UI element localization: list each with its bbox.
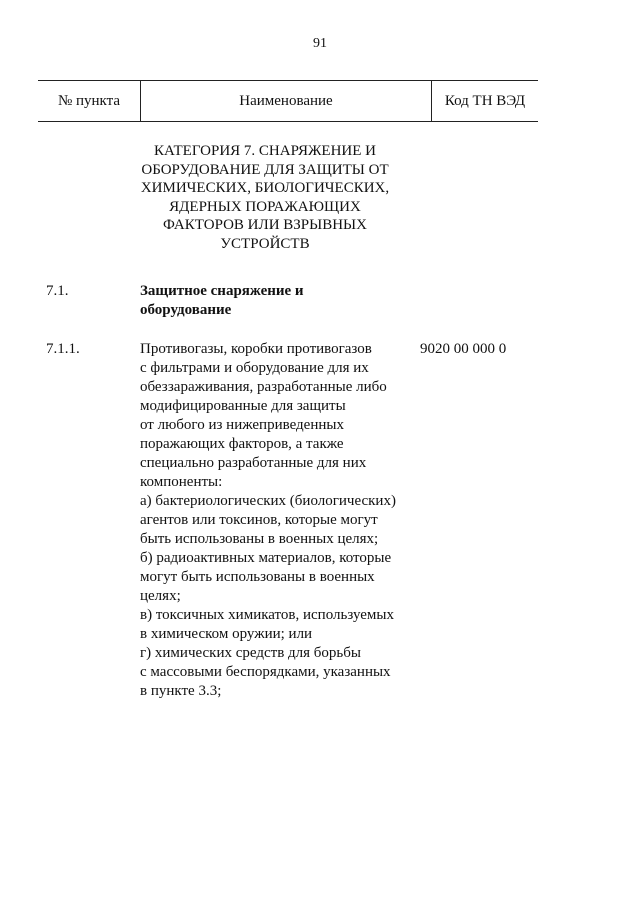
item-name-line: от любого из нижеприведенных <box>140 417 344 433</box>
item-name-line: а) бактериологических (биологических) <box>140 493 396 509</box>
item-name-line: Защитное снаряжение и <box>140 283 304 299</box>
item-name-line: компоненты: <box>140 474 223 490</box>
item-name-line: целях; <box>140 588 181 604</box>
column-header-code: Код ТН ВЭД <box>444 92 526 109</box>
item-code: 9020 00 000 0 <box>420 341 507 357</box>
page-number: 91 <box>313 36 327 51</box>
item-name-line: г) химических средств для борьбы <box>140 645 361 661</box>
category-title-line: ЯДЕРНЫХ ПОРАЖАЮЩИХ <box>169 198 361 215</box>
category-title-line: ФАКТОРОВ ИЛИ ВЗРЫВНЫХ <box>163 217 367 233</box>
item-number: 7.1. <box>46 283 69 299</box>
category-title-line: ОБОРУДОВАНИЕ ДЛЯ ЗАЩИТЫ ОТ <box>141 161 389 178</box>
category-title <box>110 142 420 253</box>
item-name <box>140 340 415 701</box>
item-name-line: обеззараживания, разработанные либо <box>140 379 387 395</box>
item-name-line: специально разработанные для них <box>140 455 367 471</box>
item-name <box>140 282 415 320</box>
item-name-line: быть использованы в военных целях; <box>140 531 379 547</box>
item-name-line: в химическом оружии; или <box>140 626 313 642</box>
item-name-line: агентов или токсинов, которые могут <box>140 512 378 528</box>
item-name-line: могут быть использованы в военных <box>140 569 375 585</box>
table-header <box>38 80 538 122</box>
item-name-line: в) токсичных химикатов, используемых <box>140 607 394 623</box>
item-number: 7.1.1. <box>46 341 80 357</box>
column-header-item-number: № пункта <box>38 81 141 121</box>
item-name-line: Противогазы, коробки противогазов <box>140 341 372 357</box>
item-name-line: б) радиоактивных материалов, которые <box>140 550 392 566</box>
item-name-line: с фильтрами и оборудование для их <box>140 360 369 376</box>
item-name-line: модифицированные для защиты <box>140 398 346 414</box>
category-title-line: КАТЕГОРИЯ 7. СНАРЯЖЕНИЕ И <box>154 143 376 159</box>
column-header-name: Наименование <box>141 81 432 121</box>
category-title-line: ХИМИЧЕСКИХ, БИОЛОГИЧЕСКИХ, <box>140 180 390 196</box>
category-title-line: УСТРОЙСТВ <box>220 235 310 252</box>
item-name-line: в пункте 3.3; <box>140 683 222 699</box>
item-name-line: оборудование <box>140 302 232 318</box>
item-name-line: с массовыми беспорядками, указанных <box>140 664 391 680</box>
item-name-line: поражающих факторов, а также <box>140 436 344 452</box>
